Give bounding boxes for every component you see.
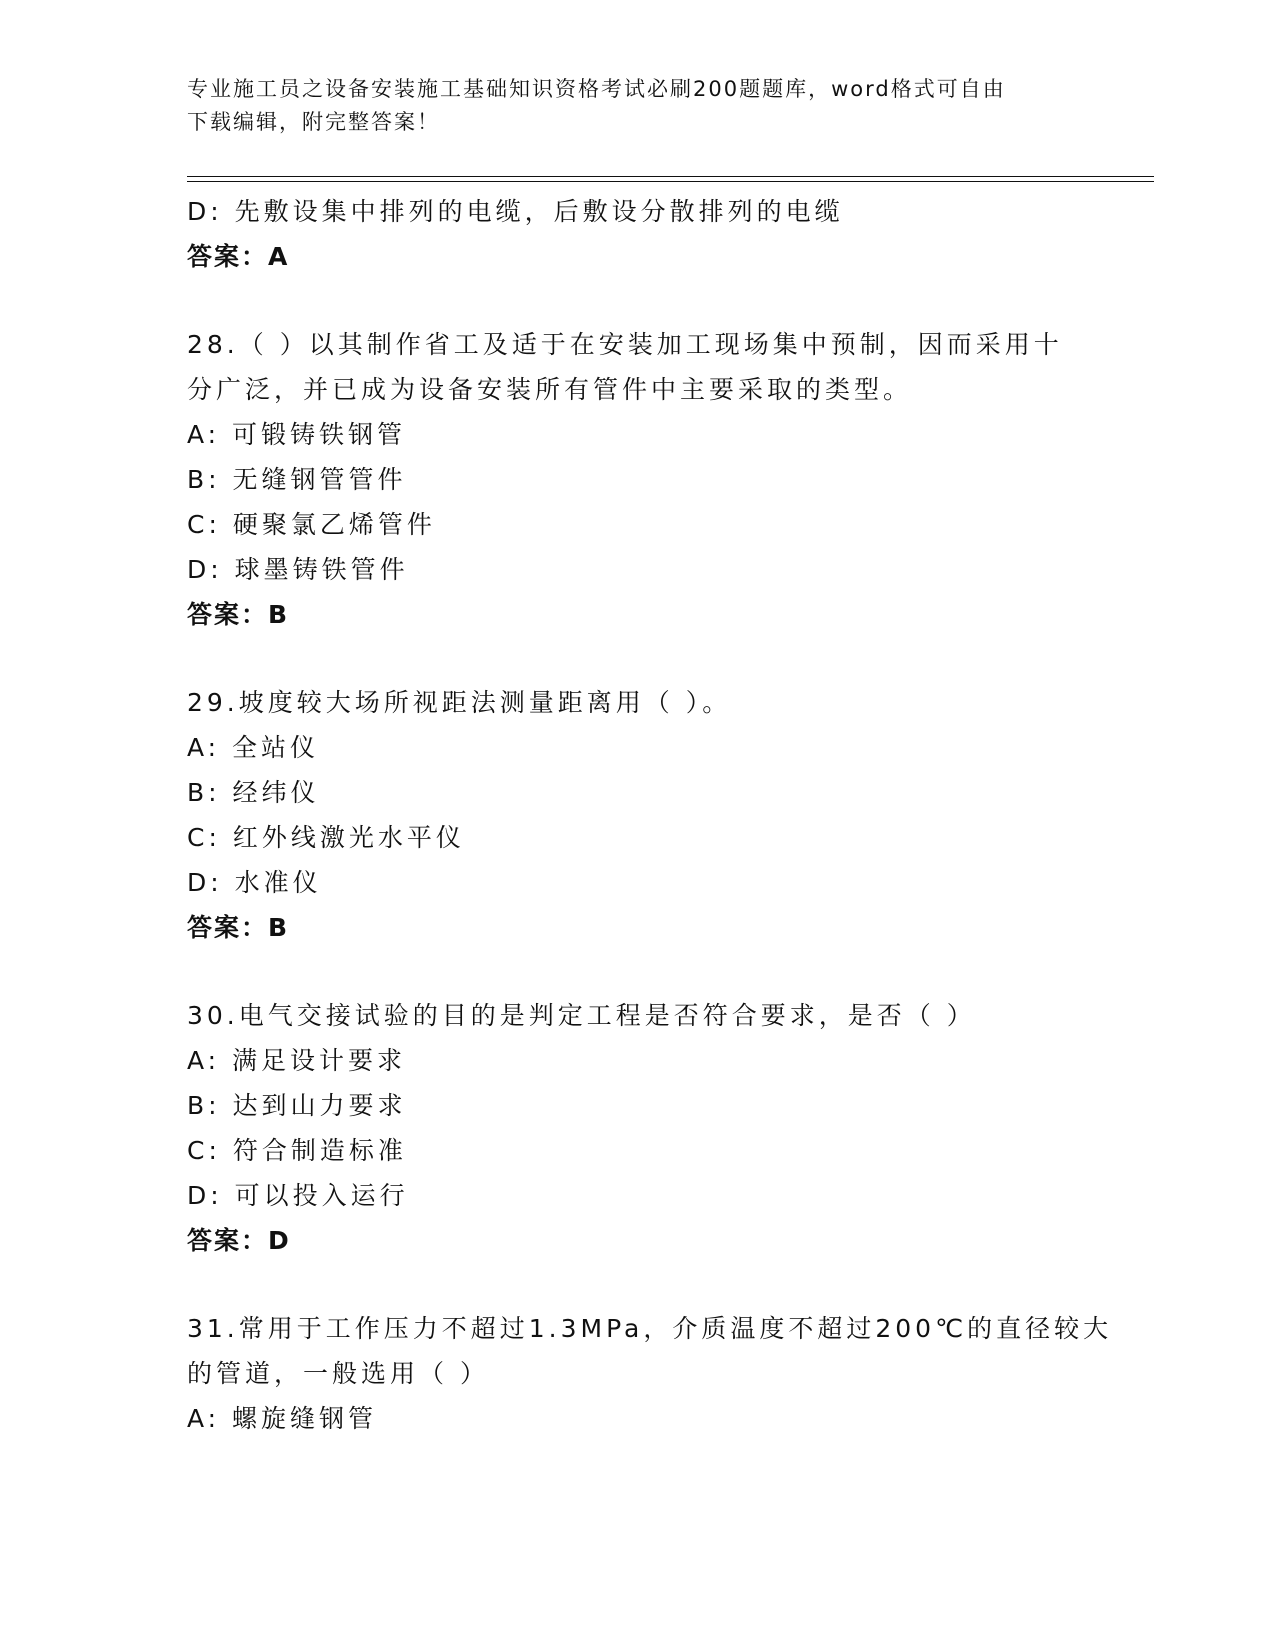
question-text-line: 30.电气交接试验的目的是判定工程是否符合要求，是否（ ） bbox=[187, 1001, 976, 1030]
prev-option-d: D: 先敷设集中排列的电缆，后敷设分散排列的电缆 bbox=[187, 197, 844, 226]
header-line-1: 专业施工员之设备安装施工基础知识资格考试必刷200题题库，word格式可自由 bbox=[187, 77, 1006, 101]
question-29 bbox=[187, 680, 1067, 950]
option-c: C: 符合制造标准 bbox=[187, 1136, 407, 1165]
prev-answer: 答案：A bbox=[187, 242, 290, 271]
answer: 答案：B bbox=[187, 600, 290, 629]
question-text-line: 28.（ ）以其制作省工及适于在安装加工现场集中预制，因而采用十 bbox=[187, 330, 1063, 359]
header-rule-top bbox=[187, 176, 1154, 177]
question-31 bbox=[187, 1306, 1113, 1441]
option-b: B: 经纬仪 bbox=[187, 778, 320, 807]
option-b: B: 达到山力要求 bbox=[187, 1091, 407, 1120]
option-a: A: 螺旋缝钢管 bbox=[187, 1404, 378, 1433]
document-header bbox=[187, 73, 1087, 139]
spacer bbox=[187, 1263, 1067, 1306]
question-28 bbox=[187, 322, 1067, 637]
option-a: A: 全站仪 bbox=[187, 733, 320, 762]
option-d: D: 可以投入运行 bbox=[187, 1181, 409, 1210]
question-text-line: 31.常用于工作压力不超过1.3MPa，介质温度不超过200℃的直径较大 bbox=[187, 1314, 1113, 1343]
option-d: D: 水准仪 bbox=[187, 868, 322, 897]
option-a: A: 可锻铸铁钢管 bbox=[187, 420, 407, 449]
option-c: C: 红外线激光水平仪 bbox=[187, 823, 465, 852]
spacer bbox=[187, 637, 1067, 680]
header-line-2: 下载编辑，附完整答案！ bbox=[187, 110, 440, 134]
question-list bbox=[187, 189, 1113, 1441]
option-b: B: 无缝钢管管件 bbox=[187, 465, 407, 494]
question-text-line: 29.坡度较大场所视距法测量距离用（ ）。 bbox=[187, 688, 732, 717]
spacer bbox=[187, 950, 1067, 993]
option-c: C: 硬聚氯乙烯管件 bbox=[187, 510, 436, 539]
answer: 答案：D bbox=[187, 1226, 291, 1255]
header-rule-bottom bbox=[187, 181, 1154, 182]
question-text-line: 分广泛，并已成为设备安装所有管件中主要采取的类型。 bbox=[187, 375, 913, 404]
answer: 答案：B bbox=[187, 913, 290, 942]
question-text-line: 的管道，一般选用（ ） bbox=[187, 1359, 489, 1388]
option-d: D: 球墨铸铁管件 bbox=[187, 555, 409, 584]
question-30 bbox=[187, 993, 1067, 1263]
spacer bbox=[187, 279, 1067, 322]
option-a: A: 满足设计要求 bbox=[187, 1046, 407, 1075]
